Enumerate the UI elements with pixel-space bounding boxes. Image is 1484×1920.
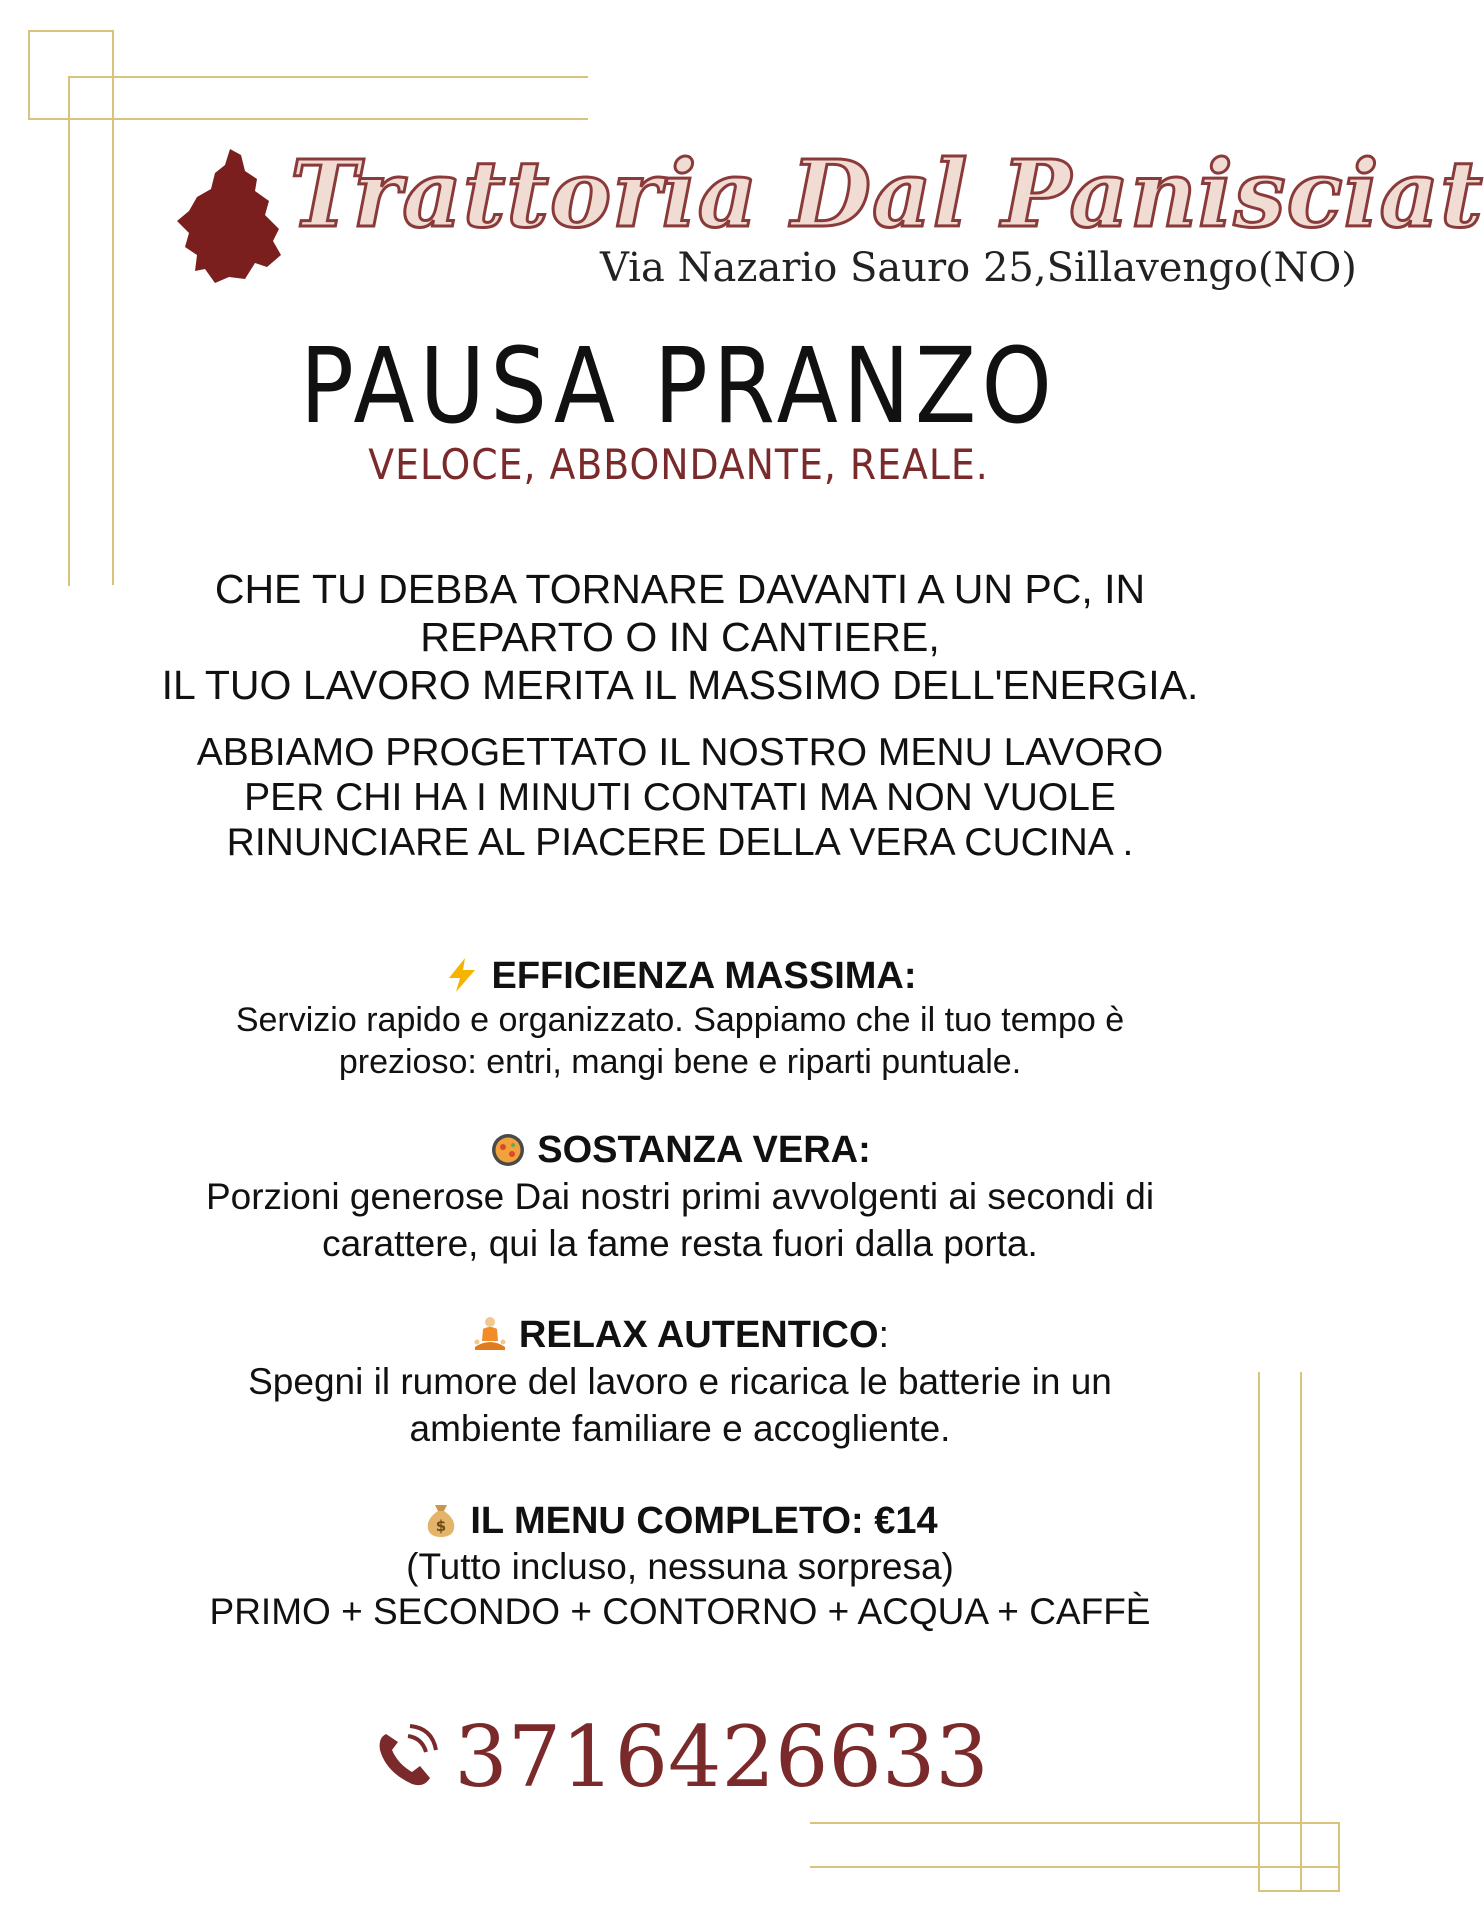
intro-line-1: CHE TU DEBBA TORNARE DAVANTI A UN PC, IN bbox=[214, 566, 1146, 612]
frame-bottom-right-horizontal-3 bbox=[1258, 1890, 1340, 1892]
intro-para2-line-3: RINUNCIARE AL PIACERE DELLA VERA CUCINA . bbox=[226, 821, 1134, 864]
restaurant-name: Trattoria Dal Panisciat bbox=[290, 140, 1484, 248]
feature-heading-text: IL MENU COMPLETO: €14 bbox=[470, 1500, 938, 1542]
frame-bottom-right-horizontal-1 bbox=[810, 1822, 1340, 1824]
feature-efficiency bbox=[80, 953, 1280, 1083]
phone-number[interactable]: 3716426633 bbox=[454, 1708, 989, 1806]
frame-bottom-right-horizontal-2 bbox=[810, 1866, 1340, 1868]
feature-body-line-1: (Tutto incluso, nessuna sorpresa) bbox=[406, 1546, 954, 1587]
phone-contact[interactable] bbox=[0, 1708, 1357, 1806]
feature-body bbox=[80, 1358, 1280, 1452]
feature-body bbox=[80, 1544, 1280, 1634]
feature-menu-price bbox=[80, 1498, 1280, 1634]
feature-heading bbox=[80, 1498, 1280, 1544]
restaurant-address: Via Nazario Sauro 25,Sillavengo(NO) bbox=[600, 245, 1357, 291]
intro-para2-line-2: PER CHI HA I MINUTI CONTATI MA NON VUOLE bbox=[244, 776, 1116, 819]
feature-heading-colon: : bbox=[878, 1314, 890, 1356]
meditation-person-icon bbox=[471, 1315, 509, 1353]
feature-heading-text: EFFICIENZA MASSIMA: bbox=[491, 955, 917, 997]
feature-body bbox=[80, 1173, 1280, 1267]
feature-body-line-2: ambiente familiare e accogliente. bbox=[409, 1408, 951, 1449]
frame-top-left-horizontal-3 bbox=[68, 76, 588, 78]
intro-paragraph-1 bbox=[80, 565, 1280, 709]
frame-bottom-right-vertical-3 bbox=[1338, 1822, 1340, 1892]
feature-body-line-1: Servizio rapido e organizzato. Sappiamo che il tuo tempo è bbox=[235, 1001, 1125, 1039]
feature-body-line-2: prezioso: entri, mangi bene e riparti puntuale. bbox=[338, 1043, 1022, 1081]
feature-heading bbox=[80, 1127, 1280, 1173]
intro-paragraph-2 bbox=[80, 730, 1280, 865]
frame-top-left-vertical-3 bbox=[68, 76, 70, 586]
feature-body-line-2: PRIMO + SECONDO + CONTORNO + ACQUA + CAFFÈ bbox=[209, 1591, 1151, 1632]
intro-line-2: REPARTO O IN CANTIERE, bbox=[420, 614, 940, 660]
feature-heading-text: RELAX AUTENTICO bbox=[518, 1314, 879, 1356]
frame-top-left-vertical-2 bbox=[112, 30, 114, 585]
feature-body-line-2: carattere, qui la fame resta fuori dalla porta. bbox=[322, 1223, 1038, 1264]
intro-line-3: IL TUO LAVORO MERITA IL MASSIMO DELL'ENERGIA. bbox=[161, 662, 1199, 708]
feature-heading-text: SOSTANZA VERA: bbox=[537, 1129, 871, 1171]
feature-relax bbox=[80, 1312, 1280, 1452]
food-pan-icon bbox=[489, 1130, 527, 1168]
frame-bottom-right-vertical-2 bbox=[1300, 1372, 1302, 1892]
feature-substance bbox=[80, 1127, 1280, 1267]
feature-body bbox=[80, 999, 1280, 1083]
frame-top-left-horizontal-1 bbox=[28, 30, 114, 32]
lightning-icon bbox=[443, 956, 481, 994]
page-title: PAUSA PRANZO bbox=[299, 325, 1058, 447]
svg-text:$: $ bbox=[436, 1517, 447, 1535]
feature-heading bbox=[80, 1312, 1280, 1358]
feature-body-line-1: Porzioni generose Dai nostri primi avvolgenti ai secondi di bbox=[205, 1176, 1155, 1217]
tagline: VELOCE, ABBONDANTE, REALE. bbox=[368, 440, 989, 489]
intro-para2-line-1: ABBIAMO PROGETTATO IL NOSTRO MENU LAVORO bbox=[196, 731, 1164, 774]
phone-icon bbox=[368, 1716, 448, 1796]
feature-heading bbox=[80, 953, 1280, 999]
piemonte-region-map-icon bbox=[175, 145, 285, 285]
feature-body-line-1: Spegni il rumore del lavoro e ricarica le batterie in un bbox=[248, 1361, 1112, 1402]
money-bag-icon bbox=[422, 1501, 460, 1539]
frame-top-left-vertical-1 bbox=[28, 30, 30, 120]
